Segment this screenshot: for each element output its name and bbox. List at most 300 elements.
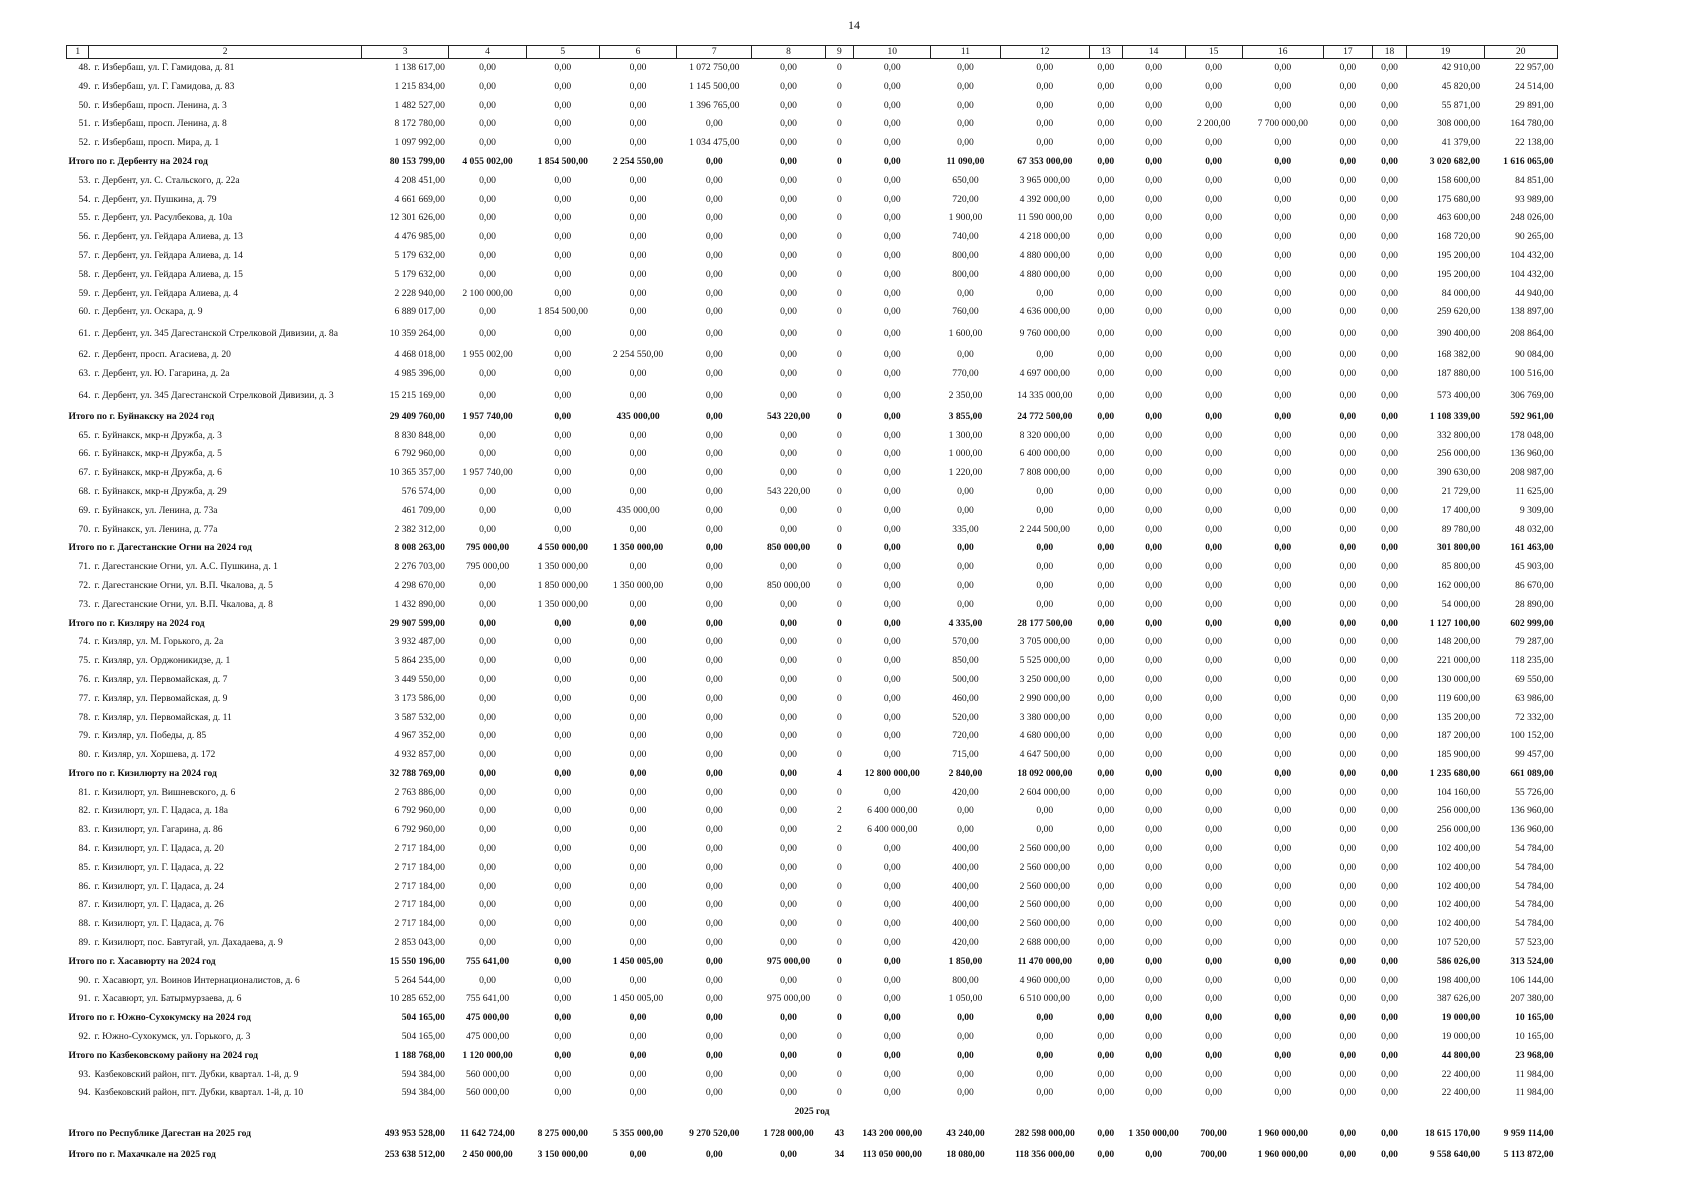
cell-col-10: 0,00 xyxy=(883,598,901,610)
cell-col-4: 475 000,00 xyxy=(465,1031,510,1043)
cell-col-10: 0,00 xyxy=(883,389,901,401)
cell-col-11: 740,00 xyxy=(952,231,979,243)
cell-col-16: 0,00 xyxy=(1274,636,1292,648)
cell-col-20: 24 514,00 xyxy=(1515,80,1554,92)
cell-col-15: 0,00 xyxy=(1205,805,1222,817)
cell-col-15: 0,00 xyxy=(1205,711,1222,723)
cell-col-3: 80 153 799,00 xyxy=(389,155,445,167)
cell-col-13: 0,00 xyxy=(1097,1128,1115,1140)
cell-col-20: 11 625,00 xyxy=(1515,485,1554,497)
cell-col-20: 9 959 114,00 xyxy=(1503,1128,1554,1140)
cell-col-9: 0 xyxy=(836,861,842,873)
address-cell xyxy=(67,859,362,878)
cell-col-14: 1 350 000,00 xyxy=(1128,1128,1179,1140)
cell-col-7: 0,00 xyxy=(705,523,723,535)
cell-col-12: 0,00 xyxy=(1036,579,1054,591)
cell-col-9: 0 xyxy=(836,1087,842,1099)
cell-col-11: 0,00 xyxy=(957,118,974,130)
cell-col-7: 0,00 xyxy=(705,767,723,779)
table-row xyxy=(67,990,1558,1009)
cell-col-7: 0,00 xyxy=(705,617,723,629)
cell-col-20: 72 332,00 xyxy=(1515,711,1554,723)
cell-col-3: 504 165,00 xyxy=(401,1031,445,1043)
cell-col-20: 22 138,00 xyxy=(1515,137,1554,149)
cell-col-6: 0,00 xyxy=(629,937,647,949)
row-name: г. Дербент, ул. Расулбекова, д. 10а xyxy=(94,212,233,224)
row-name: г. Дербент, ул. Ю. Гагарина, д. 2а xyxy=(94,367,230,379)
cell-col-3: 15 550 196,00 xyxy=(389,955,445,967)
cell-col-20: 136 960,00 xyxy=(1510,448,1554,460)
cell-col-14: 0,00 xyxy=(1145,1049,1162,1061)
cell-col-18: 0,00 xyxy=(1381,231,1398,243)
cell-col-20: 44 940,00 xyxy=(1515,287,1554,299)
cell-col-9: 0 xyxy=(836,937,842,949)
cell-col-15: 0,00 xyxy=(1205,542,1222,554)
cell-col-16: 0,00 xyxy=(1274,249,1292,261)
cell-col-13: 0,00 xyxy=(1097,448,1115,460)
cell-col-18: 0,00 xyxy=(1381,1087,1398,1099)
cell-col-9: 0 xyxy=(836,1012,842,1024)
cell-col-19: 19 000,00 xyxy=(1441,1012,1481,1024)
row-name: г. Избербаш, ул. Г. Гамидова, д. 83 xyxy=(94,80,235,92)
cell-col-15: 0,00 xyxy=(1205,937,1222,949)
table-row xyxy=(67,115,1558,134)
table-row xyxy=(67,934,1558,953)
cell-col-4: 0,00 xyxy=(479,974,496,986)
cell-col-8: 0,00 xyxy=(780,1068,797,1080)
cell-col-13: 0,00 xyxy=(1097,730,1115,742)
cell-col-15: 0,00 xyxy=(1205,1068,1222,1080)
cell-col-19: 256 000,00 xyxy=(1436,805,1481,817)
cell-col-16: 0,00 xyxy=(1274,504,1292,516)
cell-col-16: 0,00 xyxy=(1274,155,1292,167)
cell-col-12: 4 647 500,00 xyxy=(1019,749,1070,761)
cell-col-18: 0,00 xyxy=(1381,1012,1398,1024)
cell-col-5: 1 850 000,00 xyxy=(537,579,588,591)
cell-col-12: 2 990 000,00 xyxy=(1019,692,1070,704)
cell-col-16: 0,00 xyxy=(1274,367,1292,379)
cell-col-18: 0,00 xyxy=(1381,749,1398,761)
cell-col-19: 19 000,00 xyxy=(1441,1031,1481,1043)
cell-col-13: 0,00 xyxy=(1097,249,1115,261)
row-name: г. Дербент, просп. Агасиева, д. 20 xyxy=(94,349,231,361)
cell-col-3: 2 276 703,00 xyxy=(394,561,445,573)
row-name: Итого по г. Южно-Сухокумску на 2024 год xyxy=(68,1012,251,1024)
cell-col-5: 0,00 xyxy=(554,485,572,497)
cell-col-16: 0,00 xyxy=(1274,231,1292,243)
cell-col-4: 755 641,00 xyxy=(465,955,510,967)
cell-col-10: 0,00 xyxy=(883,880,901,892)
cell-col-17: 0,00 xyxy=(1339,231,1357,243)
cell-col-12: 18 092 000,00 xyxy=(1017,767,1073,779)
cell-col-10: 0,00 xyxy=(883,249,901,261)
cell-col-17: 0,00 xyxy=(1339,1031,1357,1043)
cell-col-3: 4 298 670,00 xyxy=(394,579,445,591)
cell-col-15: 0,00 xyxy=(1205,1087,1222,1099)
cell-col-3: 1 097 992,00 xyxy=(394,137,445,149)
address-cell xyxy=(67,709,362,728)
cell-col-3: 3 932 487,00 xyxy=(394,636,445,648)
cell-col-17: 0,00 xyxy=(1339,1049,1357,1061)
cell-col-12: 2 560 000,00 xyxy=(1019,918,1070,930)
cell-col-15: 0,00 xyxy=(1205,504,1222,516)
cell-col-4: 0,00 xyxy=(479,692,496,704)
cell-col-13: 0,00 xyxy=(1097,1068,1115,1080)
cell-col-8: 0,00 xyxy=(780,1012,797,1024)
cell-col-5: 0,00 xyxy=(554,655,572,667)
year-divider-row xyxy=(67,1103,1558,1122)
cell-col-17: 0,00 xyxy=(1339,523,1357,535)
cell-col-6: 0,00 xyxy=(629,367,647,379)
cell-col-3: 2 717 184,00 xyxy=(394,918,445,930)
cell-col-19: 158 600,00 xyxy=(1436,174,1481,186)
cell-col-6: 0,00 xyxy=(629,467,647,479)
cell-col-10: 0,00 xyxy=(883,306,901,318)
address-cell xyxy=(67,746,362,765)
cell-col-8: 0,00 xyxy=(780,99,797,111)
cell-col-5: 0,00 xyxy=(554,62,572,73)
row-number: 64. xyxy=(78,389,91,401)
cell-col-8: 0,00 xyxy=(780,711,797,723)
cell-col-12: 2 688 000,00 xyxy=(1019,937,1070,949)
table-row xyxy=(67,896,1558,915)
cell-col-11: 800,00 xyxy=(952,268,979,280)
cell-col-20: 79 287,00 xyxy=(1515,636,1554,648)
cell-col-15: 0,00 xyxy=(1205,80,1222,92)
cell-col-15: 0,00 xyxy=(1205,155,1222,167)
cell-col-16: 0,00 xyxy=(1274,174,1292,186)
cell-col-17: 0,00 xyxy=(1339,843,1357,855)
cell-col-10: 0,00 xyxy=(883,429,901,441)
cell-col-12: 7 808 000,00 xyxy=(1019,467,1070,479)
cell-col-6: 0,00 xyxy=(629,429,647,441)
table-row xyxy=(67,97,1558,116)
cell-col-11: 0,00 xyxy=(957,137,974,149)
cell-col-12: 3 380 000,00 xyxy=(1019,711,1070,723)
cell-col-6: 0,00 xyxy=(629,673,647,685)
cell-col-12: 0,00 xyxy=(1036,99,1054,111)
column-number-1: 1 xyxy=(67,46,89,59)
cell-col-8: 0,00 xyxy=(780,80,797,92)
cell-col-8: 0,00 xyxy=(780,805,797,817)
subtotal-label xyxy=(67,539,362,558)
cell-col-12: 3 705 000,00 xyxy=(1019,636,1070,648)
cell-col-11: 0,00 xyxy=(957,824,974,836)
cell-col-9: 0 xyxy=(836,1068,842,1080)
cell-col-18: 0,00 xyxy=(1381,1149,1398,1161)
cell-col-9: 0 xyxy=(836,389,842,401)
cell-col-6: 0,00 xyxy=(629,1068,647,1080)
cell-col-10: 0,00 xyxy=(883,80,901,92)
column-number-15: 15 xyxy=(1185,46,1242,59)
cell-col-5: 0,00 xyxy=(554,212,572,224)
cell-col-8: 0,00 xyxy=(780,504,797,516)
cell-col-4: 560 000,00 xyxy=(465,1087,510,1099)
row-name: г. Дербент, ул. Гейдара Алиева, д. 13 xyxy=(94,231,243,243)
cell-col-12: 282 598 000,00 xyxy=(1014,1128,1075,1140)
cell-col-9: 0 xyxy=(836,655,842,667)
table-row xyxy=(67,445,1558,464)
subtotal-row xyxy=(67,615,1558,634)
cell-col-19: 107 520,00 xyxy=(1436,937,1481,949)
address-cell xyxy=(67,727,362,746)
cell-col-11: 0,00 xyxy=(957,504,974,516)
cell-col-6: 2 254 550,00 xyxy=(612,349,664,361)
cell-col-8: 975 000,00 xyxy=(766,993,811,1005)
cell-col-3: 5 864 235,00 xyxy=(394,655,445,667)
cell-col-7: 0,00 xyxy=(705,389,723,401)
cell-col-18: 0,00 xyxy=(1381,287,1398,299)
cell-col-19: 18 615 170,00 xyxy=(1424,1128,1481,1140)
cell-col-19: 195 200,00 xyxy=(1436,249,1481,261)
cell-col-4: 0,00 xyxy=(479,918,496,930)
cell-col-7: 0,00 xyxy=(705,561,723,573)
cell-col-4: 0,00 xyxy=(479,636,496,648)
cell-col-20: 208 864,00 xyxy=(1510,328,1554,340)
cell-col-19: 102 400,00 xyxy=(1436,880,1481,892)
cell-col-10: 143 200 000,00 xyxy=(862,1128,923,1140)
cell-col-18: 0,00 xyxy=(1381,880,1398,892)
column-number-5: 5 xyxy=(526,46,599,59)
cell-col-11: 1 300,00 xyxy=(948,429,983,441)
row-number: 52. xyxy=(78,137,91,149)
page-number: 14 xyxy=(848,18,860,32)
cell-col-3: 4 932 857,00 xyxy=(394,749,445,761)
column-number-17: 17 xyxy=(1323,46,1372,59)
cell-col-19: 55 871,00 xyxy=(1441,99,1481,111)
table-row xyxy=(67,172,1558,191)
cell-col-11: 335,00 xyxy=(952,523,979,535)
cell-col-7: 0,00 xyxy=(705,193,723,205)
cell-col-13: 0,00 xyxy=(1097,598,1115,610)
cell-col-19: 84 000,00 xyxy=(1441,287,1481,299)
cell-col-11: 11 090,00 xyxy=(946,155,985,167)
cell-col-12: 2 560 000,00 xyxy=(1019,843,1070,855)
cell-col-19: 187 200,00 xyxy=(1436,730,1481,742)
cell-col-16: 0,00 xyxy=(1274,287,1292,299)
row-number: 63. xyxy=(78,367,91,379)
cell-col-15: 0,00 xyxy=(1205,231,1222,243)
cell-col-20: 100 516,00 xyxy=(1510,367,1554,379)
table-row xyxy=(67,746,1558,765)
cell-col-19: 221 000,00 xyxy=(1436,655,1481,667)
row-name: Итого по г. Дагестанские Огни на 2024 год xyxy=(68,542,252,554)
cell-col-16: 0,00 xyxy=(1274,429,1292,441)
cell-col-11: 0,00 xyxy=(957,542,974,554)
cell-col-5: 0,00 xyxy=(554,636,572,648)
subtotal-label xyxy=(67,765,362,784)
cell-col-14: 0,00 xyxy=(1145,80,1162,92)
cell-col-10: 0,00 xyxy=(883,749,901,761)
cell-col-20: 69 550,00 xyxy=(1515,673,1554,685)
cell-col-15: 0,00 xyxy=(1205,268,1222,280)
cell-col-5: 0,00 xyxy=(554,193,572,205)
row-name: г. Кизилюрт, ул. Г. Цадаса, д. 18а xyxy=(94,805,229,817)
cell-col-4: 0,00 xyxy=(479,899,496,911)
cell-col-6: 0,00 xyxy=(629,880,647,892)
cell-col-13: 0,00 xyxy=(1097,918,1115,930)
cell-col-6: 0,00 xyxy=(629,805,647,817)
address-cell xyxy=(67,502,362,521)
cell-col-15: 0,00 xyxy=(1205,692,1222,704)
cell-col-12: 0,00 xyxy=(1036,485,1054,497)
column-number-14: 14 xyxy=(1122,46,1185,59)
cell-col-19: 187 880,00 xyxy=(1436,367,1481,379)
cell-col-6: 0,00 xyxy=(629,730,647,742)
cell-col-14: 0,00 xyxy=(1145,410,1162,422)
cell-col-13: 0,00 xyxy=(1097,62,1115,73)
subtotal-row xyxy=(67,953,1558,972)
cell-col-7: 0,00 xyxy=(705,1031,723,1043)
cell-col-16: 0,00 xyxy=(1274,410,1292,422)
cell-col-9: 0 xyxy=(836,636,842,648)
cell-col-6: 1 450 005,00 xyxy=(612,955,664,967)
cell-col-13: 0,00 xyxy=(1097,118,1115,130)
row-name: Итого по г. Хасавюрту на 2024 год xyxy=(68,955,216,967)
cell-col-4: 0,00 xyxy=(479,62,496,73)
cell-col-20: 136 960,00 xyxy=(1510,824,1554,836)
cell-col-19: 89 780,00 xyxy=(1441,523,1481,535)
cell-col-14: 0,00 xyxy=(1145,579,1162,591)
row-name: Итого по г. Буйнакску на 2024 год xyxy=(68,410,215,422)
cell-col-20: 661 089,00 xyxy=(1510,767,1554,779)
cell-col-19: 44 800,00 xyxy=(1441,1049,1481,1061)
cell-col-3: 10 359 264,00 xyxy=(389,328,445,340)
cell-col-16: 1 960 000,00 xyxy=(1257,1149,1308,1161)
cell-col-5: 1 350 000,00 xyxy=(537,561,588,573)
cell-col-10: 0,00 xyxy=(883,692,901,704)
row-name: г. Кизляр, ул. М. Горького, д. 2а xyxy=(94,636,224,648)
cell-col-11: 500,00 xyxy=(952,673,979,685)
cell-col-10: 0,00 xyxy=(883,410,901,422)
cell-col-6: 0,00 xyxy=(629,655,647,667)
cell-col-14: 0,00 xyxy=(1145,467,1162,479)
cell-col-20: 5 113 872,00 xyxy=(1503,1149,1554,1161)
row-name: г. Дербент, ул. С. Стальского, д. 22а xyxy=(94,174,240,186)
cell-col-13: 0,00 xyxy=(1097,655,1115,667)
cell-col-5: 4 550 000,00 xyxy=(537,542,588,554)
cell-col-10: 0,00 xyxy=(883,843,901,855)
cell-col-17: 0,00 xyxy=(1339,137,1357,149)
column-number-10: 10 xyxy=(854,46,931,59)
cell-col-20: 54 784,00 xyxy=(1515,880,1554,892)
cell-col-19: 85 800,00 xyxy=(1441,561,1481,573)
cell-col-16: 0,00 xyxy=(1274,617,1292,629)
cell-col-19: 22 400,00 xyxy=(1441,1087,1481,1099)
table-row xyxy=(67,228,1558,247)
cell-col-12: 4 697 000,00 xyxy=(1019,367,1070,379)
cell-col-9: 0 xyxy=(836,99,842,111)
cell-col-13: 0,00 xyxy=(1097,349,1115,361)
cell-col-16: 0,00 xyxy=(1274,212,1292,224)
cell-col-8: 0,00 xyxy=(780,561,797,573)
cell-col-6: 0,00 xyxy=(629,523,647,535)
row-number: 54. xyxy=(78,193,91,205)
cell-col-14: 0,00 xyxy=(1145,880,1162,892)
cell-col-4: 0,00 xyxy=(479,880,496,892)
cell-col-18: 0,00 xyxy=(1381,349,1398,361)
cell-col-8: 0,00 xyxy=(780,636,797,648)
cell-col-4: 0,00 xyxy=(479,448,496,460)
cell-col-3: 504 165,00 xyxy=(401,1012,445,1024)
row-name: г. Кизилюрт, ул. Г. Цадаса, д. 76 xyxy=(94,918,224,930)
cell-col-15: 0,00 xyxy=(1205,636,1222,648)
cell-col-9: 0 xyxy=(836,485,842,497)
cell-col-19: 586 026,00 xyxy=(1436,955,1481,967)
cell-col-17: 0,00 xyxy=(1339,467,1357,479)
cell-col-16: 0,00 xyxy=(1274,955,1292,967)
row-name: г. Буйнакск, мкр-н Дружба, д. 6 xyxy=(94,467,222,479)
cell-col-12: 4 880 000,00 xyxy=(1019,249,1070,261)
cell-col-5: 0,00 xyxy=(554,730,572,742)
cell-col-12: 0,00 xyxy=(1036,349,1054,361)
cell-col-6: 0,00 xyxy=(629,328,647,340)
cell-col-5: 0,00 xyxy=(554,249,572,261)
cell-col-8: 0,00 xyxy=(780,861,797,873)
row-number: 60. xyxy=(78,306,91,318)
cell-col-7: 0,00 xyxy=(705,1049,723,1061)
cell-col-4: 1 957 740,00 xyxy=(462,467,513,479)
cell-col-14: 0,00 xyxy=(1145,673,1162,685)
address-cell xyxy=(67,134,362,153)
cell-col-18: 0,00 xyxy=(1381,899,1398,911)
table-row xyxy=(67,266,1558,285)
row-number: 79. xyxy=(78,730,91,742)
cell-col-19: 256 000,00 xyxy=(1436,824,1481,836)
cell-col-3: 2 853 043,00 xyxy=(394,937,445,949)
cell-col-19: 135 200,00 xyxy=(1436,711,1481,723)
cell-col-13: 0,00 xyxy=(1097,389,1115,401)
cell-col-3: 8 008 263,00 xyxy=(394,542,445,554)
cell-col-10: 0,00 xyxy=(883,287,901,299)
cell-col-16: 0,00 xyxy=(1274,824,1292,836)
cell-col-9: 0 xyxy=(836,155,842,167)
cell-col-3: 2 763 886,00 xyxy=(394,786,445,798)
cell-col-13: 0,00 xyxy=(1097,523,1115,535)
cell-col-7: 0,00 xyxy=(705,636,723,648)
cell-col-15: 0,00 xyxy=(1205,767,1222,779)
cell-col-11: 400,00 xyxy=(952,899,979,911)
cell-col-13: 0,00 xyxy=(1097,636,1115,648)
cell-col-4: 0,00 xyxy=(479,730,496,742)
cell-col-9: 0 xyxy=(836,598,842,610)
cell-col-13: 0,00 xyxy=(1097,824,1115,836)
cell-col-3: 493 953 528,00 xyxy=(384,1128,445,1140)
cell-col-13: 0,00 xyxy=(1097,174,1115,186)
table-row xyxy=(67,802,1558,821)
cell-col-20: 54 784,00 xyxy=(1515,918,1554,930)
cell-col-7: 0,00 xyxy=(705,730,723,742)
row-number: 94. xyxy=(78,1087,91,1099)
address-cell xyxy=(67,1028,362,1047)
cell-col-10: 0,00 xyxy=(883,268,901,280)
cell-col-19: 102 400,00 xyxy=(1436,861,1481,873)
cell-col-10: 0,00 xyxy=(883,174,901,186)
cell-col-14: 0,00 xyxy=(1145,861,1162,873)
cell-col-18: 0,00 xyxy=(1381,306,1398,318)
cell-col-17: 0,00 xyxy=(1339,367,1357,379)
cell-col-19: 3 020 682,00 xyxy=(1429,155,1481,167)
cell-col-7: 9 270 520,00 xyxy=(689,1128,740,1140)
cell-col-11: 2 840,00 xyxy=(948,767,983,779)
cell-col-8: 0,00 xyxy=(780,843,797,855)
cell-col-20: 63 986,00 xyxy=(1515,692,1554,704)
cell-col-3: 5 179 632,00 xyxy=(394,249,445,261)
cell-col-7: 0,00 xyxy=(705,367,723,379)
cell-col-4: 0,00 xyxy=(479,485,496,497)
cell-col-6: 2 254 550,00 xyxy=(612,155,664,167)
cell-col-9: 2 xyxy=(836,805,842,817)
